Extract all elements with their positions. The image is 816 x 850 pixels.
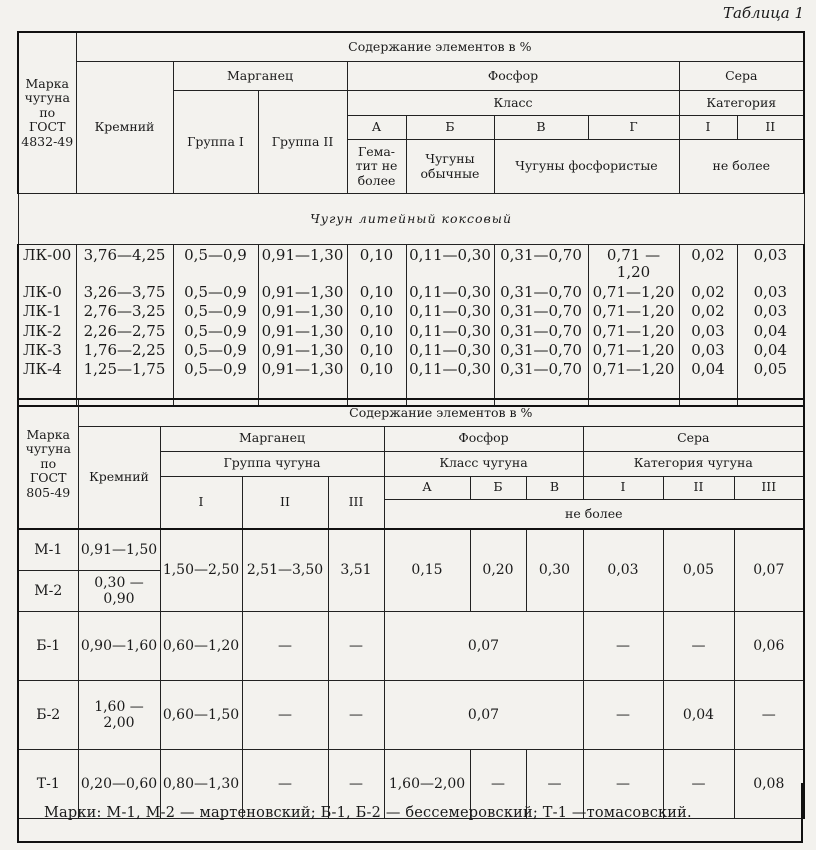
cell-s1: 0,03: [679, 321, 737, 340]
table-row: [18, 321, 804, 340]
content-header: Содержание элементов в %: [76, 32, 804, 62]
cell-brand: ЛК-00: [18, 245, 76, 282]
cell-pV: 0,31—0,70: [494, 245, 588, 282]
cell-si: 3,26—3,75: [76, 282, 173, 301]
class-label: Класс: [347, 91, 679, 116]
sulfur-header: Сера: [679, 62, 804, 91]
sulfur-header-2: Сера: [583, 426, 804, 451]
cell-mn1: 0,5—0,9: [173, 321, 258, 340]
cell-s2: 0,04: [737, 340, 804, 359]
s2-t1: —: [663, 750, 734, 819]
cell-s2: 0,03: [737, 282, 804, 301]
cell-pA: 0,10: [347, 245, 406, 282]
table-row: [18, 245, 804, 282]
cell-mn2: 0,91—1,30: [258, 359, 347, 378]
mn2-b1: —: [242, 612, 328, 681]
mn1-b1: 0,60—1,20: [160, 612, 242, 681]
cell-mn2: 0,91—1,30: [258, 340, 347, 359]
s3-b1: 0,06: [734, 612, 804, 681]
cell-pV: 0,31—0,70: [494, 321, 588, 340]
cell-mn1: 0,5—0,9: [173, 301, 258, 320]
si-b1: 0,90—1,60: [78, 612, 160, 681]
p-b2: 0,07: [384, 681, 583, 750]
s1-m: 0,03: [583, 529, 663, 612]
brands-note: Марки: М-1, М-2 — мартеновский; Б-1, Б-2 — бессемеровский; Т-1 —томасовский.: [44, 805, 692, 821]
cell-s1: 0,02: [679, 282, 737, 301]
pa-t1: 1,60—2,00: [384, 750, 470, 819]
mn2-m: 2,51—3,50: [242, 529, 328, 612]
cell-pG: 0,71—1,20: [588, 321, 679, 340]
s3-b2: —: [734, 681, 804, 750]
cell-mn2: 0,91—1,30: [258, 245, 347, 282]
si-b2: 1,60 —2,00: [78, 681, 160, 750]
brand-m2: М-2: [18, 571, 78, 612]
s-cat-i: I: [583, 476, 663, 499]
s1-b1: —: [583, 612, 663, 681]
si-m2: 0,30 —0,90: [78, 571, 160, 612]
note-hematite: Гема-тит не более: [347, 140, 406, 194]
cell-si: 2,76—3,25: [76, 301, 173, 320]
class-b: Б: [406, 116, 494, 140]
cell-s1: 0,02: [679, 245, 737, 282]
mn-group-ii: II: [242, 476, 328, 529]
cell-pB: 0,11—0,30: [406, 282, 494, 301]
class-a: А: [347, 116, 406, 140]
class-v: В: [494, 116, 588, 140]
cell-mn2: 0,91—1,30: [258, 282, 347, 301]
pb-m: 0,20: [470, 529, 526, 612]
cell-pG: 0,71—1,20: [588, 359, 679, 378]
cell-brand: ЛК-3: [18, 340, 76, 359]
brand-b1: Б-1: [18, 612, 78, 681]
s2-m: 0,05: [663, 529, 734, 612]
mn1-b2: 0,60—1,50: [160, 681, 242, 750]
p-class-label: Класс чугуна: [384, 451, 583, 476]
phosphorus-header: Фосфор: [347, 62, 679, 91]
s3-m: 0,07: [734, 529, 804, 612]
s-cat-iii: III: [734, 476, 804, 499]
note-ordinary: Чугуны обычные: [406, 140, 494, 194]
s2-b2: 0,04: [663, 681, 734, 750]
p-class-a: А: [384, 476, 470, 499]
cell-pA: 0,10: [347, 359, 406, 378]
si-t1: 0,20—0,60: [78, 750, 160, 819]
cell-s1: 0,04: [679, 359, 737, 378]
brand-header: Марка чугуна по ГОСТ 4832-49: [18, 32, 76, 194]
phosphorus-header-2: Фосфор: [384, 426, 583, 451]
table-conversion-iron: [17, 398, 805, 819]
cell-pA: 0,10: [347, 301, 406, 320]
table-row: [18, 301, 804, 320]
s1-t1: —: [583, 750, 663, 819]
category-label: Категория: [679, 91, 804, 116]
cell-pA: 0,10: [347, 282, 406, 301]
cell-s2: 0,03: [737, 301, 804, 320]
mn3-t1: —: [328, 750, 384, 819]
mn3-m: 3,51: [328, 529, 384, 612]
table-cast-iron-foundry: [17, 31, 805, 407]
mn1-t1: 0,80—1,30: [160, 750, 242, 819]
brand-t1: Т-1: [18, 750, 78, 819]
cell-pB: 0,11—0,30: [406, 321, 494, 340]
section-title: Чугун литейный коксовый: [18, 194, 804, 245]
cell-si: 3,76—4,25: [76, 245, 173, 282]
p-b1: 0,07: [384, 612, 583, 681]
cell-mn1: 0,5—0,9: [173, 245, 258, 282]
silicon-header: Кремний: [76, 62, 173, 194]
brand-m1: М-1: [18, 529, 78, 571]
cell-pB: 0,11—0,30: [406, 245, 494, 282]
cell-s2: 0,04: [737, 321, 804, 340]
s3-t1: 0,08: [734, 750, 804, 819]
note-not-more: не более: [679, 140, 804, 194]
pa-m: 0,15: [384, 529, 470, 612]
cell-mn1: 0,5—0,9: [173, 282, 258, 301]
cell-mn2: 0,91—1,30: [258, 301, 347, 320]
cell-pV: 0,31—0,70: [494, 301, 588, 320]
cell-s2: 0,05: [737, 359, 804, 378]
cell-brand: ЛК-1: [18, 301, 76, 320]
manganese-header-2: Марганец: [160, 426, 384, 451]
mn-group-label: Группа чугуна: [160, 451, 384, 476]
class-g: Г: [588, 116, 679, 140]
si-m1: 0,91—1,50: [78, 529, 160, 571]
mn1-m: 1,50—2,50: [160, 529, 242, 612]
cell-pG: 0,71 —1,20: [588, 245, 679, 282]
brand-header-2: Марка чугуна по ГОСТ 805-49: [18, 399, 78, 529]
cell-pG: 0,71—1,20: [588, 340, 679, 359]
table-row: [18, 282, 804, 301]
table1-body: [18, 245, 804, 379]
mn-group-2: Группа II: [258, 91, 347, 194]
mn3-b2: —: [328, 681, 384, 750]
mn3-b1: —: [328, 612, 384, 681]
cell-s2: 0,03: [737, 245, 804, 282]
p-class-b: Б: [470, 476, 526, 499]
cell-mn2: 0,91—1,30: [258, 321, 347, 340]
mn-group-1: Группа I: [173, 91, 258, 194]
cell-si: 1,76—2,25: [76, 340, 173, 359]
cell-pV: 0,31—0,70: [494, 359, 588, 378]
cell-mn1: 0,5—0,9: [173, 359, 258, 378]
cell-pV: 0,31—0,70: [494, 340, 588, 359]
cell-pG: 0,71—1,20: [588, 282, 679, 301]
table-row: [18, 340, 804, 359]
cell-mn1: 0,5—0,9: [173, 340, 258, 359]
cell-pA: 0,10: [347, 321, 406, 340]
cell-pB: 0,11—0,30: [406, 359, 494, 378]
cell-s1: 0,03: [679, 340, 737, 359]
cell-si: 2,26—2,75: [76, 321, 173, 340]
mn2-t1: —: [242, 750, 328, 819]
s2-b1: —: [663, 612, 734, 681]
cell-brand: ЛК-4: [18, 359, 76, 378]
table-row: [18, 359, 804, 378]
cell-pV: 0,31—0,70: [494, 282, 588, 301]
s-cat-label: Категория чугуна: [583, 451, 804, 476]
silicon-header-2: Кремний: [78, 426, 160, 529]
content-header-2: Содержание элементов в %: [78, 399, 804, 426]
manganese-header: Марганец: [173, 62, 347, 91]
mn2-b2: —: [242, 681, 328, 750]
cell-brand: ЛК-0: [18, 282, 76, 301]
pv-t1: —: [526, 750, 583, 819]
table-caption: Таблица 1: [722, 4, 804, 22]
brand-b2: Б-2: [18, 681, 78, 750]
cell-si: 1,25—1,75: [76, 359, 173, 378]
mn-group-iii: III: [328, 476, 384, 529]
pb-t1: —: [470, 750, 526, 819]
mn-group-i: I: [160, 476, 242, 529]
cell-pA: 0,10: [347, 340, 406, 359]
note-phosphoric: Чугуны фосфористые: [494, 140, 679, 194]
p-class-v: В: [526, 476, 583, 499]
s1-b2: —: [583, 681, 663, 750]
category-1: I: [679, 116, 737, 140]
category-2: II: [737, 116, 804, 140]
cell-pG: 0,71—1,20: [588, 301, 679, 320]
cell-pB: 0,11—0,30: [406, 301, 494, 320]
not-more-2: не более: [384, 499, 804, 529]
s-cat-ii: II: [663, 476, 734, 499]
cell-brand: ЛК-2: [18, 321, 76, 340]
cell-s1: 0,02: [679, 301, 737, 320]
pv-m: 0,30: [526, 529, 583, 612]
cell-pB: 0,11—0,30: [406, 340, 494, 359]
